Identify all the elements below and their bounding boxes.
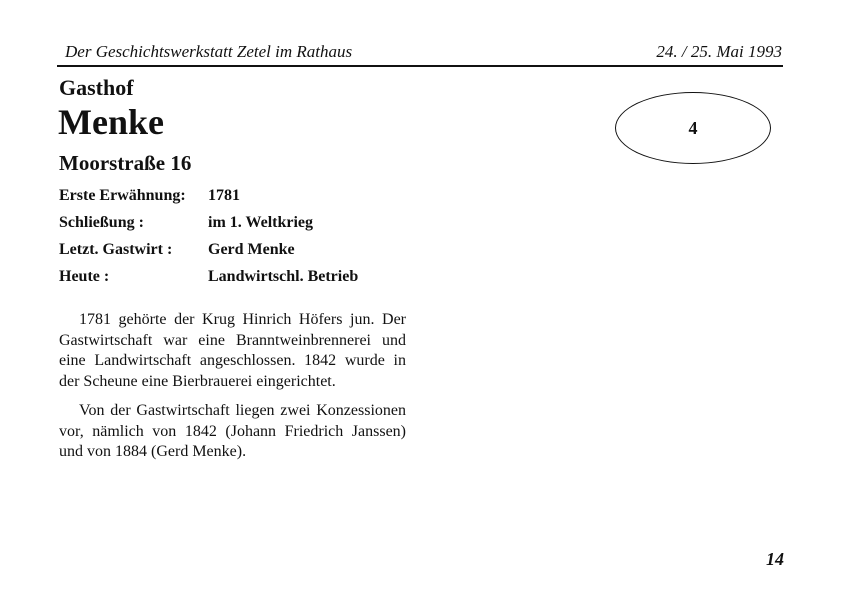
body-paragraph: Von der Gastwirtschaft liegen zwei Konzessionen vor, nämlich von 1842 (Johann Friedrich Janssen) und von 1884 (Gerd Menke). [59,402,406,460]
entry-kicker: Gasthof [59,75,134,100]
running-header-date: 24. / 25. Mai 1993 [656,42,782,61]
entry-address: Moorstraße 16 [59,151,192,175]
fact-value: im 1. Weltkrieg [208,214,314,231]
fact-label: Heute : [59,268,110,285]
fact-value: Gerd Menke [208,241,295,258]
fact-label: Erste Erwähnung: [59,187,186,204]
entry-title: Menke [58,102,164,142]
header-rule [57,65,783,67]
body-text [59,310,406,472]
fact-label: Schließung : [59,214,144,231]
body-paragraph: 1781 gehörte der Krug Hinrich Höfers jun. Der Gastwirtschaft war eine Branntweinbrennerei und eine Landwirtschaft angeschlossen. 1842 wurde in der Scheune eine Bierbrauerei eingerichtet. [59,311,406,390]
running-header-title: Der Geschichtswerkstatt Zetel im Rathaus [65,42,353,61]
fact-label: Letzt. Gastwirt : [59,241,173,258]
entry-number: 4 [688,117,698,138]
page-number: 14 [766,549,784,569]
entry-number-badge [615,92,771,164]
fact-value: Landwirtschl. Betrieb [208,268,359,285]
fact-value: 1781 [208,187,240,204]
